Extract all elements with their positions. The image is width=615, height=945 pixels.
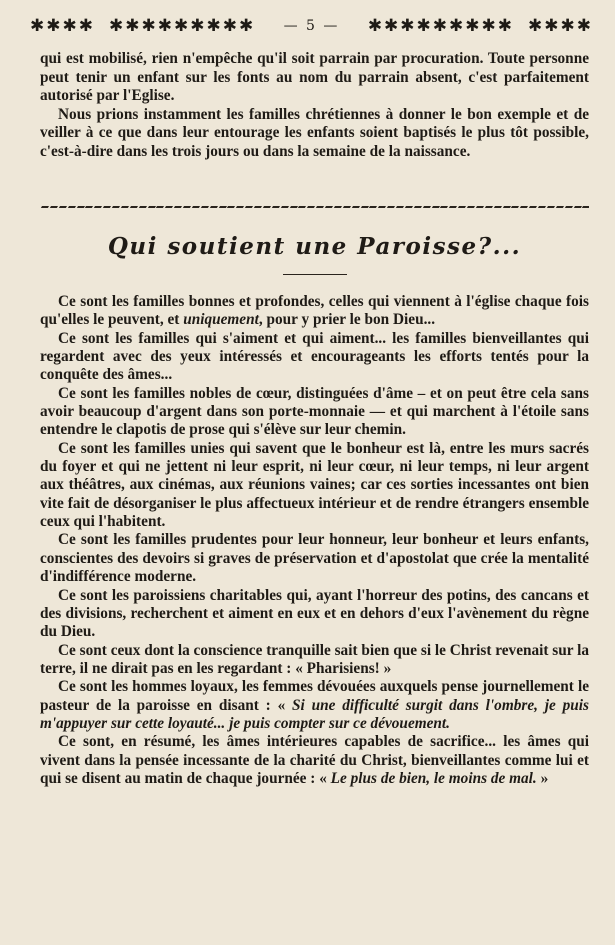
paragraph-emphasis: Si une difficulté surgit dans l'ombre, je puis m'appuyer sur cette loyauté... je puis compter sur ce dévouement.: [40, 696, 589, 732]
ornamental-divider: [40, 204, 589, 214]
article-paragraph: [40, 642, 589, 679]
paragraph-text: Ce sont les familles nobles de cœur, distinguées d'âme – et on peut être cela sans avoir beaucoup d'argent dans son porte-monnaie — et qui marchent à l'étoile sans entendre le clapotis de prose qui s'élève sur leur chemin.: [40, 384, 589, 439]
paragraph-text: Ce sont, en résumé, les âmes intérieures capables de sacrifice... les âmes qui vivent dans la pensée incessante de la charité du Christ, bienveillantes comme lui et qui se disent au matin de chaque journée : «: [40, 733, 589, 787]
article-paragraph: [40, 587, 589, 642]
paragraph-text: Ce sont les paroissiens charitables qui, ayant l'horreur des potins, des cancans et des divisions, recherchent et aiment en eux et en dehors d'eux l'avènement du règne du Dieu.: [40, 586, 589, 641]
intro-paragraph: Nous prions instamment les familles chrétiennes à donner le bon exemple et de veiller à ce que dans leur entourage les enfants soient baptisés le plus tôt possible, c'est-à-dire dans les trois jours ou dans la semaine de la naissance.: [40, 105, 589, 160]
paragraph-emphasis: uniquement: [183, 311, 259, 329]
paragraph-emphasis: Le plus de bien, le moins de mal.: [330, 769, 537, 787]
intro-section: [40, 50, 589, 161]
paragraph-text: Ce sont les familles qui s'aiment et qui aiment... les familles bienveillantes qui regardent avec des yeux intéressés et encourageants les efforts tentés pour la conquête des âmes...: [40, 329, 589, 384]
article-paragraph: [40, 678, 589, 733]
article-title: Qui soutient une Paroisse?...: [107, 233, 522, 260]
stars-ornament: ✱✱✱✱✱✱✱✱✱: [367, 16, 515, 36]
header-ornament-right: [368, 16, 593, 36]
page-header: [30, 16, 593, 36]
article-paragraph: [40, 293, 589, 330]
paragraph-text: Ce sont les hommes loyaux, les femmes dévouées auxquels pense journellement le pasteur de la paroisse en disant : «: [40, 678, 589, 714]
article-paragraph: [40, 531, 589, 586]
stars-ornament: ✱✱✱✱: [528, 16, 593, 36]
article-body: [40, 293, 589, 788]
page-number: — 5 —: [283, 18, 340, 34]
article-paragraph: [40, 733, 589, 788]
stars-ornament: ✱✱✱✱✱✱✱✱✱: [108, 16, 256, 36]
article-paragraph: [40, 385, 589, 440]
header-ornament-left: [30, 16, 255, 36]
paragraph-text: Ce sont ceux dont la conscience tranquille sait bien que si le Christ revenait sur la terre, il ne dirait pas en les regardant : « Pharisiens! »: [40, 641, 589, 677]
paragraph-text: »: [536, 769, 549, 787]
title-underline-rule: [283, 274, 347, 275]
article-paragraph: [40, 330, 589, 385]
paragraph-text: Ce sont les familles prudentes pour leur honneur, leur bonheur et leurs enfants, conscientes des devoirs si graves de préservation et d'apostolat que crée la mentalité d'indifférence moderne.: [40, 531, 589, 586]
paragraph-text: Ce sont les familles unies qui savent que le bonheur est là, entre les murs sacrés du foyer et qui ne jettent ni leur esprit, ni leur cœur, ni leur temps, ni leur argent aux théâtres, aux cinémas, aux réunions vaines; car ces sorties incessantes ont bien vite fait de désorganiser le plus affectueux intérieur et de rendre étrangers ensemble ceux qui l'habitent.: [40, 439, 589, 531]
paragraph-text: Ce sont les familles bonnes et profondes, celles qui viennent à l'église chaque fois qu'elles le peuvent, et: [40, 293, 589, 329]
article-paragraph: [40, 440, 589, 532]
paragraph-text: , pour y prier le bon Dieu...: [258, 311, 436, 329]
stars-ornament: ✱✱✱✱: [30, 16, 95, 36]
intro-paragraph: qui est mobilisé, rien n'empêche qu'il soit parrain par procuration. Toute personne peut tenir un enfant sur les fonts au nom du parrain absent, c'est parfaitement autorisé par l'Eglise.: [40, 50, 589, 104]
